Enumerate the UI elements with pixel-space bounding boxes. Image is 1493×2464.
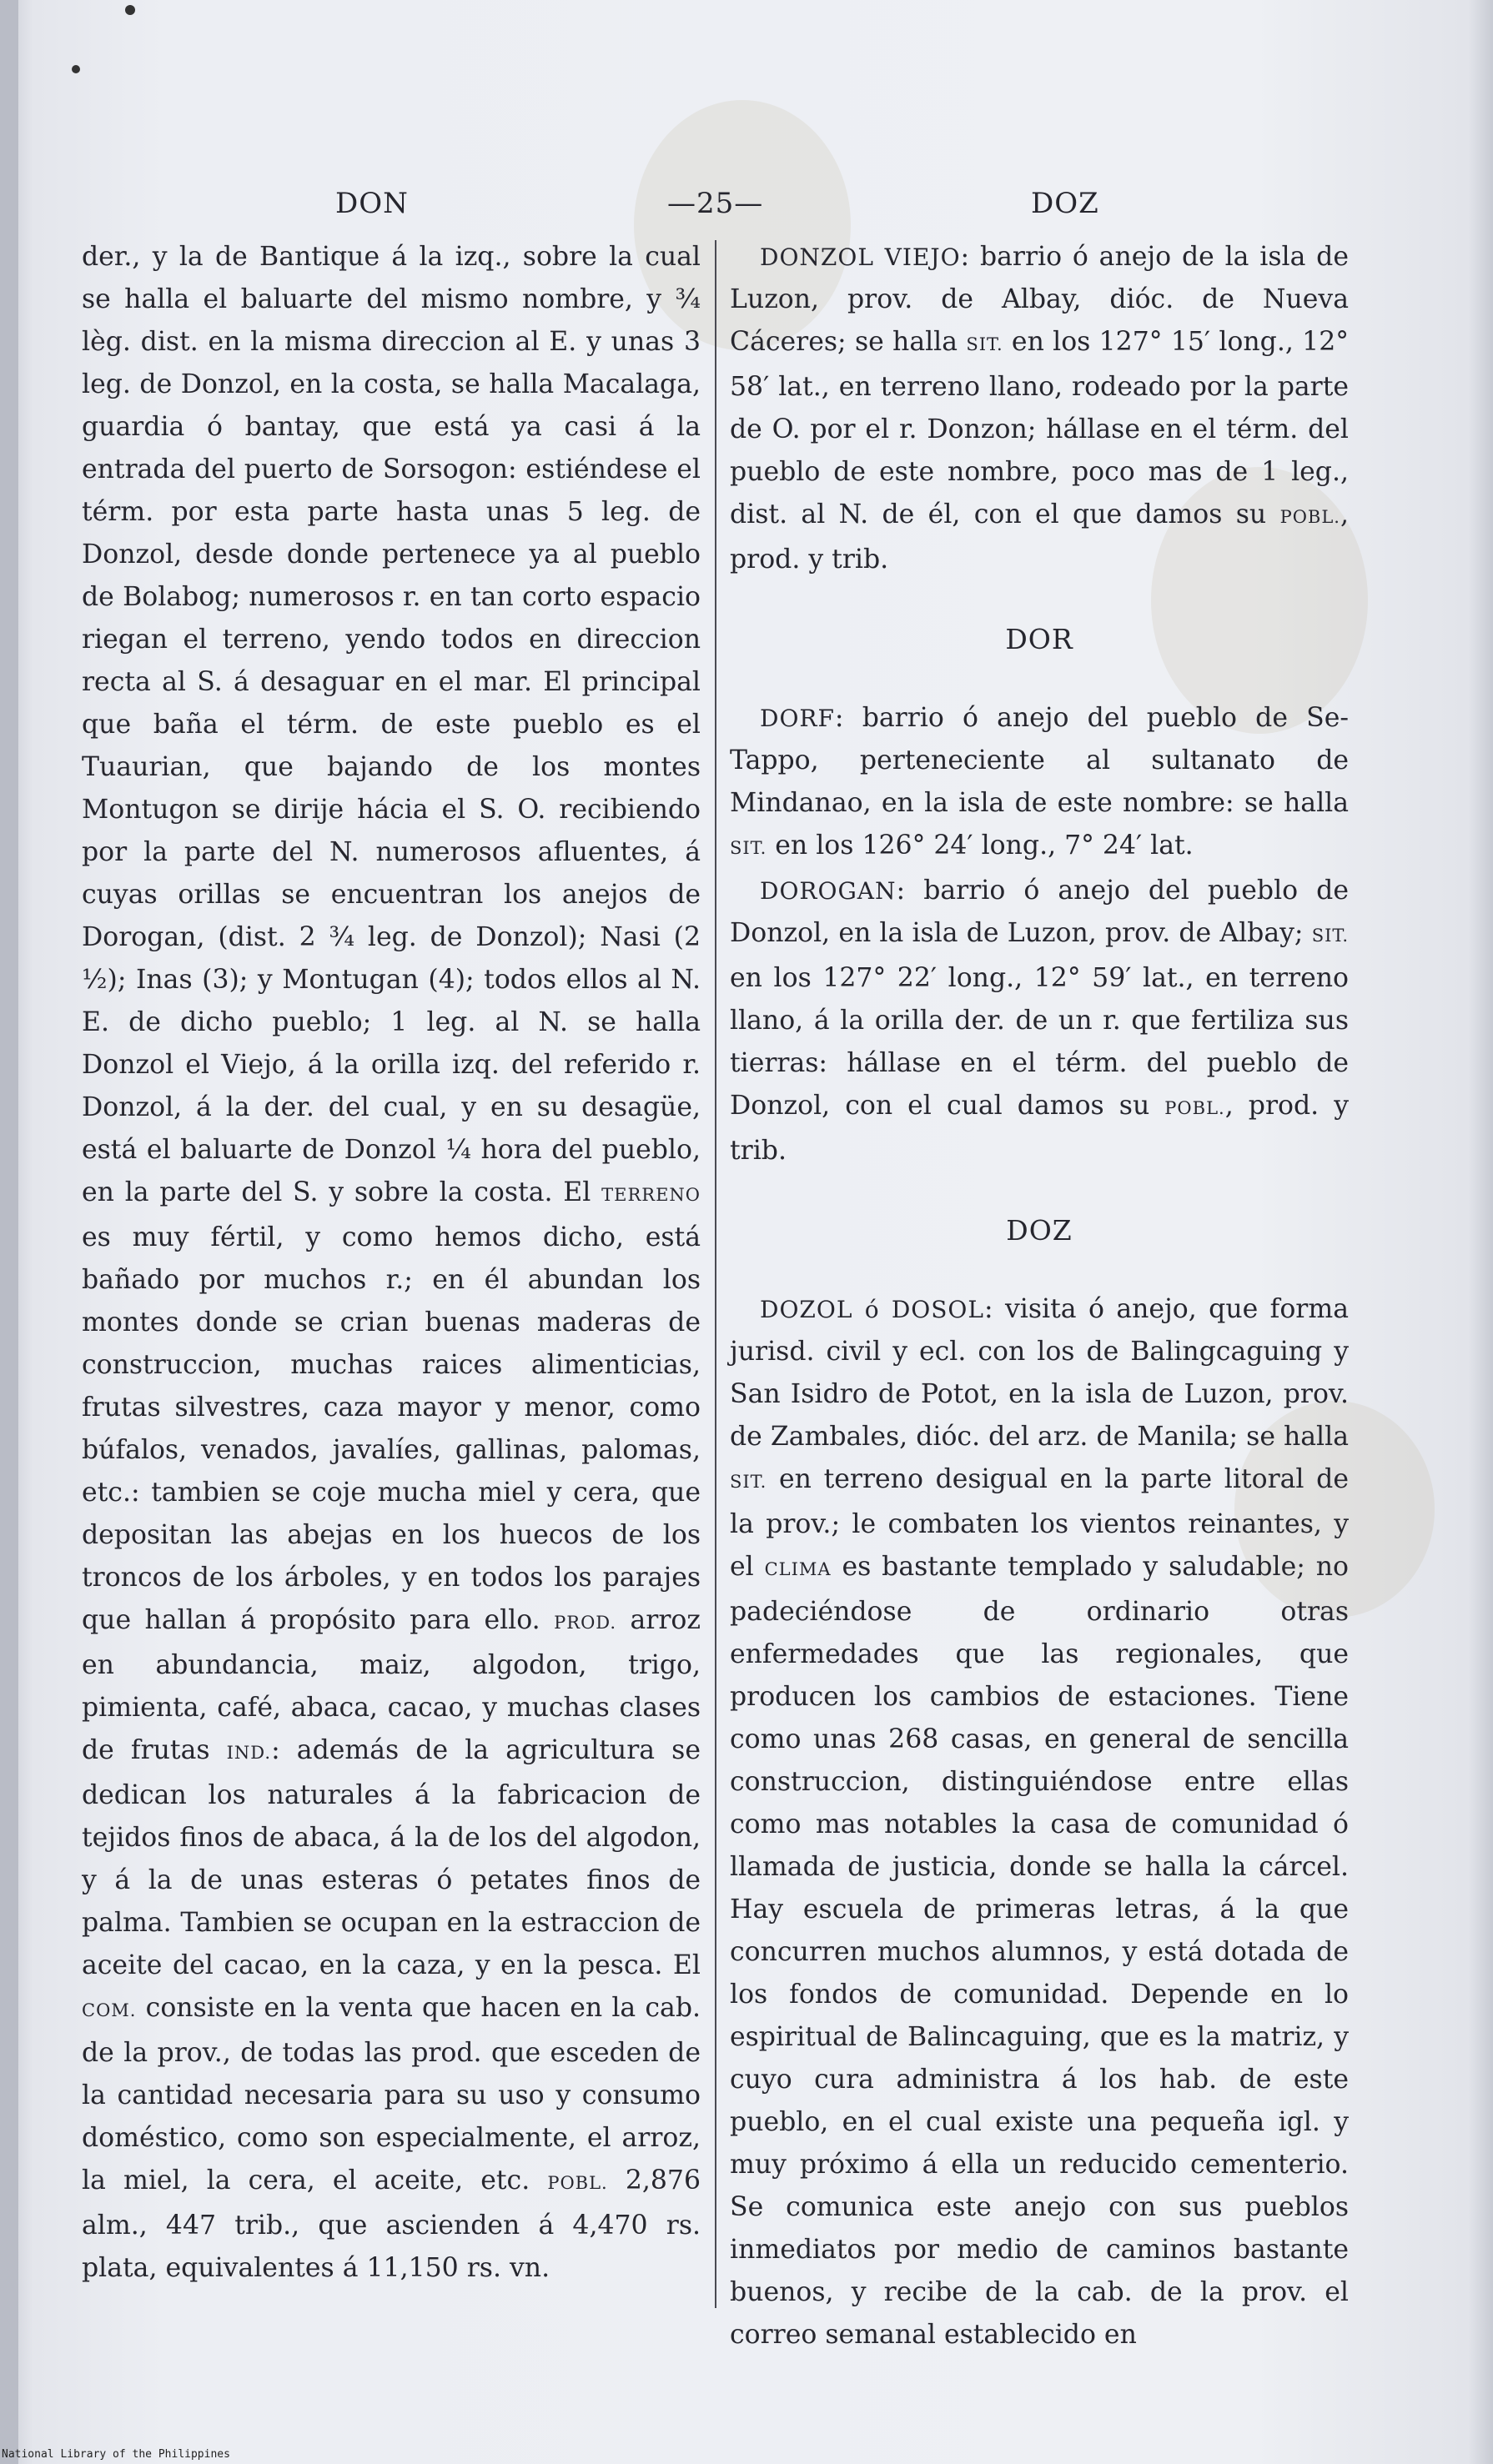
column-divider [715, 240, 716, 2308]
pobl-label: POBL. [1279, 507, 1340, 527]
prod-label: PROD. [554, 1613, 617, 1633]
left-guide-word: DON [335, 187, 409, 220]
sit-label: SIT. [1311, 926, 1349, 946]
entry-term: DOZOL ó DOSOL [760, 1296, 984, 1323]
entry-dorf: DORF: barrio ó anejo del pueblo de Se-Tappo, perteneciente al sultanato de Mindanao, en la isla de este nombre: se halla SIT. en los 126° 24′ long., 7° 24′ lat. [730, 703, 1349, 861]
entry-dorogan: DOROGAN: barrio ó anejo del pueblo de Donzol, en la isla de Luzon, prov. de Albay; SIT. en los 127° 22′ long., 12° 59′ lat., en terreno llano, á la orilla der. de un r. que fertiliza sus tierras: hállase en el térm. del pueblo de Donzol, con el cual damos su POBL., prod. y trib. [730, 876, 1349, 1166]
ink-spot [72, 65, 80, 73]
entry-term: DONZOL VIEJO [760, 243, 961, 271]
section-heading-doz: DOZ [1006, 1214, 1073, 1247]
page-number: —25— [667, 187, 764, 220]
entry-dozol-dosol: DOZOL ó DOSOL: visita ó anejo, que forma jurisd. civil y ecl. con los de Balingcaguing y San Isidro de Potot, en la isla de Luzon, prov. de Zambales, dióc. del arz. de Manila; se halla SIT. en terreno desigual en la parte litoral de la prov.; le combaten los vientos reinantes, y el CLIMA es bastante templado y saludable; no padeciéndose de ordinario otras enfermedades que las regionales, que producen los cambios de estaciones. Tiene como unas 268 casas, en general de sencilla construccion, distinguiéndose entre ellas como mas notables la casa de comunidad ó llamada de justicia, donde se halla la cárcel. Hay escuela de primeras letras, á la que concurren muchos alumnos, y está dotada de los fondos de comunidad. Depende en lo espiritual de Balincaguing, que es la matriz, y cuyo cura administra á los hab. de este pueblo, en el cual existe una pequeña igl. y muy próximo á ella un reducido cementerio. Se comunica este anejo con sus pueblos inmediatos por medio de caminos bastante buenos, y recibe de la cab. de la prov. el correo semanal establecido en [730, 1294, 1349, 2350]
right-guide-word: DOZ [1031, 187, 1099, 220]
pobl-label: POBL. [547, 2173, 608, 2193]
com-label: COM. [82, 2000, 137, 2020]
right-column [730, 236, 1349, 2356]
ink-spot [125, 5, 135, 15]
book-spine-edge [0, 0, 18, 2464]
entry-donzol-viejo: DONZOL VIEJO: barrio ó anejo de la isla de Luzon, prov. de Albay, dióc. de Nueva Cáceres; se halla SIT. en los 127° 15′ long., 12° 58′ lat., en terreno llano, rodeado por la parte de O. por el r. Donzon; hállase en el térm. del pueblo de este nombre, poco mas de 1 leg., dist. al N. de él, con el que damos su POBL., prod. y trib. [730, 242, 1349, 575]
continued-entry-paragraph: der., y la de Bantique á la izq., sobre la cual se halla el baluarte del mismo nombre, y ¾ lèg. dist. en la misma direccion al E. y unas 3 leg. de Donzol, en la costa, se halla Macalaga, guardia ó bantay, que está ya casi á la entrada del puerto de Sorsogon: estiéndese el térm. por esta parte hasta unas 5 leg. de Donzol, desde donde pertenece ya al pueblo de Bolabog; numerosos r. en tan corto espacio riegan el terreno, yendo todos en direccion recta al S. á desaguar en el mar. El principal que baña el térm. de este pueblo es el Tuaurian, que bajando de los montes Montugon se dirije hácia el S. O. recibiendo por la parte del N. numerosos afluentes, á cuyas orillas se encuentran los anejos de Dorogan, (dist. 2 ¾ leg. de Donzol); Nasi (2 ½); Inas (3); y Montugan (4); todos ellos al N. E. de dicho pueblo; 1 leg. al N. se halla Donzol el Viejo, á la orilla izq. del referido r. Donzol, á la der. del cual, y en su desagüe, está el baluarte de Donzol ¼ hora del pueblo, en la parte del S. y sobre la costa. El TERRENO es muy fértil, y como hemos dicho, está bañado por muchos r.; en él abundan los montes donde se crian buenas maderas de construccion, muchas raices alimenticias, frutas silvestres, caza mayor y menor, como búfalos, venados, javalíes, gallinas, palomas, etc.: tambien se coje mucha miel y cera, que depositan las abejas en los huecos de los troncos de los árboles, y en todos los parajes que hallan á propósito para ello. PROD. arroz en abundancia, maiz, algodon, trigo, pimienta, café, abaca, cacao, y muchas clases de frutas IND.: además de la agricultura se dedican los naturales á la fabricacion de tejidos finos de abaca, á la de los del algodon, y á la de unas esteras ó petates finos de palma. Tambien se ocupan en la estraccion de aceite del cacao, en la caza, y en la pesca. El COM. consiste en la venta que hacen en la cab. de la prov., de todas las prod. que esceden de la cantidad necesaria para su uso y consumo doméstico, como son especialmente, el arroz, la miel, la cera, el aceite, etc. POBL. 2,876 alm., 447 trib., que ascienden á 4,470 rs. plata, equivalentes á 11,150 rs. vn. [82, 242, 701, 2283]
sit-label: SIT. [966, 334, 1003, 354]
entry-term: DORF [760, 705, 835, 732]
library-credit: National Library of the Philippines [2, 2448, 230, 2461]
left-column [82, 236, 701, 2290]
section-heading-dor: DOR [1005, 623, 1073, 655]
terreno-label: TERRENO [601, 1185, 701, 1205]
sit-label: SIT. [730, 838, 767, 858]
sit-label: SIT. [730, 1472, 767, 1492]
ind-label: IND. [226, 1743, 272, 1763]
clima-label: CLIMA [764, 1559, 832, 1579]
page-header [0, 187, 1493, 228]
entry-term: DOROGAN [760, 877, 897, 905]
pobl-label: POBL. [1164, 1098, 1225, 1118]
